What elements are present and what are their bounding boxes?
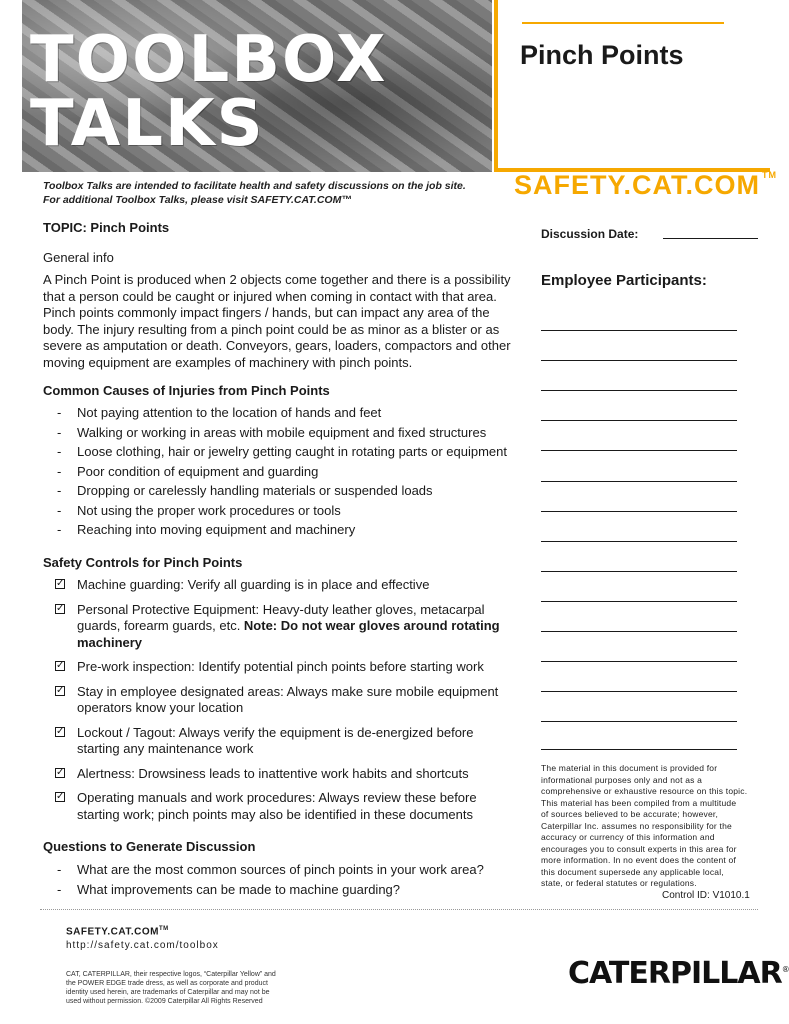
participant-line[interactable] <box>541 481 737 482</box>
discussion-date-field[interactable] <box>663 238 758 239</box>
participant-line[interactable] <box>541 330 737 331</box>
disclaimer-line: comprehensive or exhaustive resource on this topic. <box>541 786 748 796</box>
disclaimer-line: encourages you to consult experts in this area for <box>541 843 737 854</box>
list-item <box>43 766 533 783</box>
footer-url[interactable]: http://safety.cat.com/toolbox <box>66 940 219 951</box>
general-info-paragraph <box>43 272 533 371</box>
general-info-line: Pinch points commonly impact fingers / hands, but can impact any area of the <box>43 305 490 320</box>
legal-line: identity used herein, are trademarks of Caterpillar and may not be <box>66 989 270 996</box>
footer-legal <box>66 970 286 1006</box>
checkbox-checked-icon: ✓ <box>56 725 65 737</box>
topic-heading: TOPIC: Pinch Points <box>43 220 170 235</box>
caterpillar-logo <box>568 956 789 991</box>
control-text: Personal Protective Equipment: Heavy-duty leather gloves, metacarpal <box>77 601 485 617</box>
list-item: - Poor condition of equipment and guarding <box>43 464 533 484</box>
list-item: - Dropping or carelessly handling materials or suspended loads <box>43 483 533 503</box>
list-item: - Loose clothing, hair or jewelry getting caught in rotating parts or equipment <box>43 444 533 464</box>
general-info-line: severe as amputation or death. Conveyors, gears, loaders, compactors and other <box>43 338 511 353</box>
disclaimer-line: state, or federal statutes or regulations. <box>541 878 697 888</box>
discussion-date-label: Discussion Date: <box>541 227 639 241</box>
participant-line[interactable] <box>541 511 737 512</box>
title-box <box>494 0 770 172</box>
general-info-line: body. The injury resulting from a pinch point could be as minor as a blister or as <box>43 321 500 337</box>
participant-line[interactable] <box>541 541 737 542</box>
control-text: Alertness: Drowsiness leads to inattentive work habits and shortcuts <box>77 765 469 781</box>
intro-line-2: For additional Toolbox Talks, please visit SAFETY.CAT.COM™ <box>43 194 352 206</box>
banner-word-toolbox: TOOLBOX <box>30 23 388 97</box>
banner-word-talks: TALKS <box>30 87 265 161</box>
disclaimer-line: informational purposes only and not as a <box>541 774 703 785</box>
participant-line[interactable] <box>541 661 737 662</box>
checkbox-checked-icon: ✓ <box>56 660 65 671</box>
controls-heading: Safety Controls for Pinch Points <box>43 555 243 570</box>
registered-mark: ® <box>781 965 789 974</box>
safety-cat-logo-text: SAFETY.CAT.COM <box>514 170 761 200</box>
causes-list <box>43 405 533 542</box>
toolbox-talks-banner <box>22 0 492 172</box>
causes-heading: Common Causes of Injuries from Pinch Points <box>43 383 330 398</box>
participant-line[interactable] <box>541 691 737 692</box>
control-id: Control ID: V1010.1 <box>662 890 750 901</box>
general-info-line: that a person could be caught or injured when coming in contact with that area. <box>43 288 497 304</box>
control-text: starting any maintenance work <box>77 741 254 756</box>
legal-line: the POWER EDGE trade dress, as well as corporate and product <box>66 980 268 987</box>
list-item <box>43 725 533 758</box>
footer-site-name <box>66 926 169 937</box>
participant-line[interactable] <box>541 360 737 361</box>
disclaimer-line: Caterpillar Inc. assumes no responsibility for the <box>541 820 732 831</box>
participant-line[interactable] <box>541 631 737 632</box>
page-title: Pinch Points <box>520 40 684 70</box>
participant-line[interactable] <box>541 390 737 391</box>
disclaimer-line: of sources believed to be accurate; however, <box>541 809 719 819</box>
participant-line[interactable] <box>541 721 737 722</box>
questions-heading: Questions to Generate Discussion <box>43 839 256 854</box>
participants-heading: Employee Participants: <box>541 272 707 289</box>
participant-line[interactable] <box>541 571 737 572</box>
caterpillar-logo-text-1: CATERPILL <box>568 956 738 991</box>
general-info-heading: General info <box>43 250 114 265</box>
disclaimer-line: accuracy or currency of this information and <box>541 832 715 842</box>
checkbox-checked-icon: ✓ <box>56 684 65 696</box>
footer-divider <box>40 909 758 910</box>
control-note: Note: Do not wear gloves around rotating <box>243 618 500 633</box>
disclaimer-line: more information. In no event does the content of <box>541 855 737 865</box>
control-text: Pre-work inspection: Identify potential pinch points before starting work <box>77 659 484 674</box>
list-item <box>43 602 533 652</box>
list-item: - Walking or working in areas with mobile equipment and fixed structures <box>43 425 533 445</box>
list-item <box>43 790 533 823</box>
disclaimer <box>541 763 756 890</box>
legal-line: CAT, CATERPILLAR, their respective logos, “Caterpillar Yellow” and <box>66 971 276 978</box>
checkbox-checked-icon: ✓ <box>56 578 65 589</box>
control-text: starting work; pinch points may also be identified in these documents <box>77 806 473 822</box>
checkbox-checked-icon: ✓ <box>56 602 65 614</box>
list-item: - Not paying attention to the location of hands and feet <box>43 405 533 425</box>
footer-site-text: SAFETY.CAT.COM <box>66 926 159 938</box>
control-text: Operating manuals and work procedures: Always review these before <box>77 790 477 805</box>
control-note: machinery <box>77 634 143 650</box>
legal-line: used without permission. ©2009 Caterpillar All Rights Reserved <box>66 998 263 1005</box>
list-item: - Reaching into moving equipment and machinery <box>43 522 533 542</box>
disclaimer-line: this document supersede any applicable local, <box>541 866 724 877</box>
participant-line[interactable] <box>541 601 737 602</box>
disclaimer-line: The material in this document is provided for <box>541 763 718 773</box>
control-text: operators know your location <box>77 700 244 715</box>
participant-line[interactable] <box>541 749 737 750</box>
list-item <box>43 684 533 717</box>
title-rule <box>522 22 724 24</box>
participant-line[interactable] <box>541 450 737 451</box>
list-item: - What are the most common sources of pinch points in your work area? <box>43 862 533 882</box>
list-item: - Not using the proper work procedures or tools <box>43 503 533 523</box>
questions-list <box>43 862 533 901</box>
participant-line[interactable] <box>541 420 737 421</box>
control-text-line <box>77 618 533 635</box>
intro-line-1: Toolbox Talks are intended to facilitate health and safety discussions on the job site. <box>43 180 466 192</box>
control-text: guards, forearm guards, etc. <box>77 618 244 633</box>
disclaimer-line: This material has been compiled from a multitude <box>541 797 737 808</box>
list-item <box>43 659 533 676</box>
control-text: Lockout / Tagout: Always verify the equipment is de-energized before <box>77 724 474 740</box>
checkbox-checked-icon: ✓ <box>56 791 65 802</box>
caterpillar-logo-text-2: AR <box>737 956 782 991</box>
control-text: Stay in employee designated areas: Always make sure mobile equipment <box>77 683 499 699</box>
checkbox-checked-icon: ✓ <box>56 766 65 778</box>
controls-list <box>43 577 533 823</box>
safety-cat-logo <box>514 170 777 201</box>
list-item <box>43 577 533 594</box>
list-item: - What improvements can be made to machine guarding? <box>43 882 533 902</box>
footer-trademark-mark: TM <box>158 926 169 932</box>
general-info-line: A Pinch Point is produced when 2 objects come together and there is a possibility <box>43 272 511 287</box>
general-info-line: moving equipment are examples of machinery with pinch points. <box>43 354 413 370</box>
trademark-mark: TM <box>762 170 778 180</box>
control-text: Machine guarding: Verify all guarding is in place and effective <box>77 577 430 592</box>
